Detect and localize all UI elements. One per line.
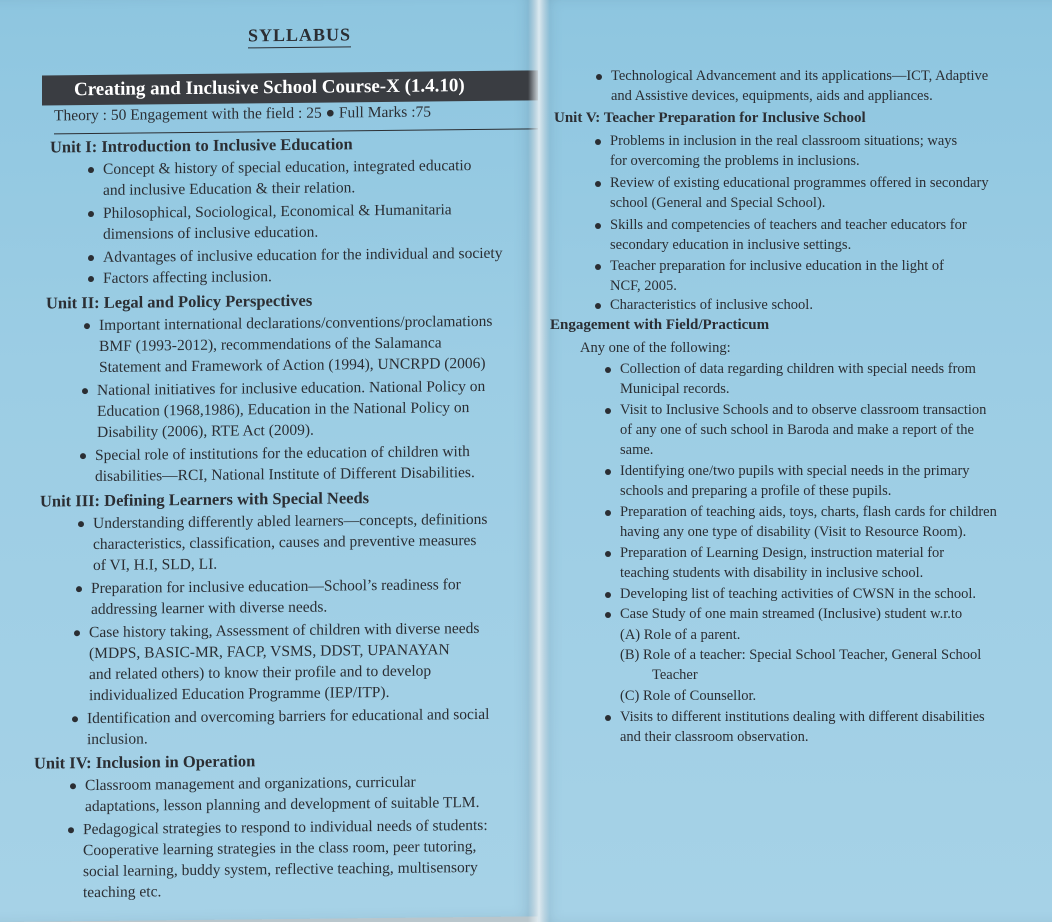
engagement-item-3-cont: schools and preparing a profile of these pupils. (620, 483, 892, 499)
unit-4-item-2-cont2: social learning, buddy system, reflective teaching, multisensory (83, 858, 478, 881)
case-study-role-c: (C) Role of Counsellor. (620, 688, 757, 704)
unit-4-item-2-cont3: teaching etc. (83, 883, 162, 902)
unit-5-item-4-cont: NCF, 2005. (610, 278, 677, 294)
unit-3-title: Unit III: Defining Learners with Special Needs (40, 488, 370, 511)
engagement-item-5: Preparation of Learning Design, instruction material for (620, 543, 944, 564)
engagement-item-1: Collection of data regarding children with special needs from (620, 359, 976, 380)
unit-3-item-1-cont2: of VI, H.I, SLD, LI. (93, 555, 218, 575)
unit-3-item-2-cont: addressing learner with diverse needs. (91, 598, 328, 619)
unit-2-item-2: National initiatives for inclusive education. National Policy on (97, 377, 486, 399)
unit-1-item-2: Philosophical, Sociological, Economical & Humanitaria (103, 201, 452, 222)
unit-2-item-1-cont: BMF (1993-2012), recommendations of the Salamanca (99, 334, 442, 355)
engagement-title: Engagement with Field/Practicum (550, 317, 770, 333)
unit-3-item-1-cont: characteristics, classification, causes and preventive measures (93, 532, 477, 554)
unit-2-item-2-cont: Education (1968,1986), Education in the National Policy on (97, 399, 470, 420)
course-title: Creating and Inclusive School Course-X (1.4.10) (74, 75, 465, 101)
unit-5-item-3: Skills and competencies of teachers and teacher educators for (610, 215, 967, 236)
unit-5-item-2-cont: school (General and Special School). (610, 195, 826, 211)
engagement-item-7: Case Study of one main streamed (Inclusive) student w.r.to (620, 604, 962, 625)
unit-5-title: Unit V: Teacher Preparation for Inclusive School (554, 110, 866, 126)
unit-1-item-3: Advantages of inclusive education for the individual and society (103, 244, 503, 266)
engagement-item-3: Identifying one/two pupils with special needs in the primary (620, 461, 970, 482)
unit-3-item-3-cont2: and related others) to know their profile and to develop (89, 662, 432, 684)
case-study-role-a: (A) Role of a parent. (620, 627, 741, 643)
unit-5-item-3-cont: secondary education in inclusive settings. (610, 237, 852, 253)
unit-4-item-2-cont: Cooperative learning strategies in the class room, peer tutoring, (83, 838, 477, 860)
unit-3-item-3: Case history taking, Assessment of children with diverse needs (89, 619, 480, 642)
engagement-item-8: Visits to different institutions dealing with different disabilities (620, 707, 985, 728)
unit-1-item-4: Factors affecting inclusion. (103, 268, 272, 287)
engagement-item-4: Preparation of teaching aids, toys, charts, flash cards for children (620, 502, 997, 523)
unit-2-title: Unit II: Legal and Policy Perspectives (46, 290, 313, 313)
engagement-item-2-cont2: same. (620, 442, 654, 458)
unit-4-item-1: Classroom management and organizations, curricular (85, 773, 416, 795)
unit-4-item-3: Technological Advancement and its applications—ICT, Adaptive (611, 66, 988, 87)
engagement-item-4-cont: having any one type of disability (Visit to Resource Room). (620, 524, 967, 540)
unit-3-item-4: Identification and overcoming barriers for educational and social (87, 705, 490, 728)
unit-5-item-4: Teacher preparation for inclusive education in the light of (610, 256, 944, 277)
unit-1-item-2-cont: dimensions of inclusive education. (103, 223, 319, 243)
engagement-item-6: Developing list of teaching activities of CWSN in the school. (620, 584, 976, 605)
book-gutter (528, 0, 550, 922)
case-study-role-b-cont: Teacher (652, 667, 698, 683)
unit-1-item-1-cont: and inclusive Education & their relation. (103, 179, 356, 199)
unit-2-item-3: Special role of institutions for the education of children with (95, 443, 470, 465)
engagement-item-1-cont: Municipal records. (620, 381, 730, 397)
unit-1-title: Unit I: Introduction to Inclusive Education (50, 134, 353, 157)
unit-5-item-5: Characteristics of inclusive school. (610, 295, 813, 316)
engagement-item-8-cont: and their classroom observation. (620, 729, 809, 745)
unit-1-item-1: Concept & history of special education, integrated educatio (103, 157, 472, 178)
unit-4-item-3-cont: and Assistive devices, equipments, aids and appliances. (611, 88, 933, 104)
unit-3-item-2: Preparation for inclusive education—School’s readiness for (91, 576, 461, 598)
right-page (538, 0, 1052, 922)
unit-5-item-1: Problems in inclusion in the real classroom situations; ways (610, 131, 957, 152)
engagement-item-5-cont: teaching students with disability in inclusive school. (620, 565, 924, 581)
unit-2-item-2-cont2: Disability (2006), RTE Act (2009). (97, 421, 314, 441)
unit-2-item-3-cont: disabilities—RCI, National Institute of Different Disabilities. (95, 464, 475, 486)
unit-3-item-3-cont3: individualized Education Programme (IEP/ITP). (89, 683, 390, 705)
engagement-item-2: Visit to Inclusive Schools and to observe classroom transaction (620, 400, 986, 421)
engagement-intro: Any one of the following: (580, 340, 731, 356)
course-title-bar (42, 70, 538, 105)
unit-2-item-1-cont2: Statement and Framework of Action (1994), UNCRPD (2006) (99, 354, 486, 376)
unit-4-title: Unit IV: Inclusion in Operation (34, 751, 256, 773)
case-study-role-b: (B) Role of a teacher: Special School Teacher, General School (620, 647, 982, 663)
marks-line: Theory : 50 Engagement with the field : 25 ● Full Marks :75 (54, 102, 538, 134)
unit-3-item-1: Understanding differently abled learners—concepts, definitions (93, 510, 488, 533)
unit-5-item-1-cont: for overcoming the problems in inclusions. (610, 153, 860, 169)
unit-3-item-4-cont: inclusion. (87, 730, 148, 749)
unit-2-item-1: Important international declarations/conventions/proclamations (99, 312, 493, 334)
unit-4-item-1-cont: adaptations, lesson planning and development of suitable TLM. (85, 793, 480, 816)
syllabus-heading: SYLLABUS (248, 24, 351, 48)
engagement-item-2-cont: of any one of such school in Baroda and make a report of the (620, 422, 974, 438)
unit-5-item-2: Review of existing educational programmes offered in secondary (610, 173, 989, 194)
unit-3-item-3-cont: (MDPS, BASIC-MR, FACP, VSMS, DDST, UPANAYAN (89, 641, 450, 663)
unit-4-item-2: Pedagogical strategies to respond to individual needs of students: (83, 816, 488, 839)
